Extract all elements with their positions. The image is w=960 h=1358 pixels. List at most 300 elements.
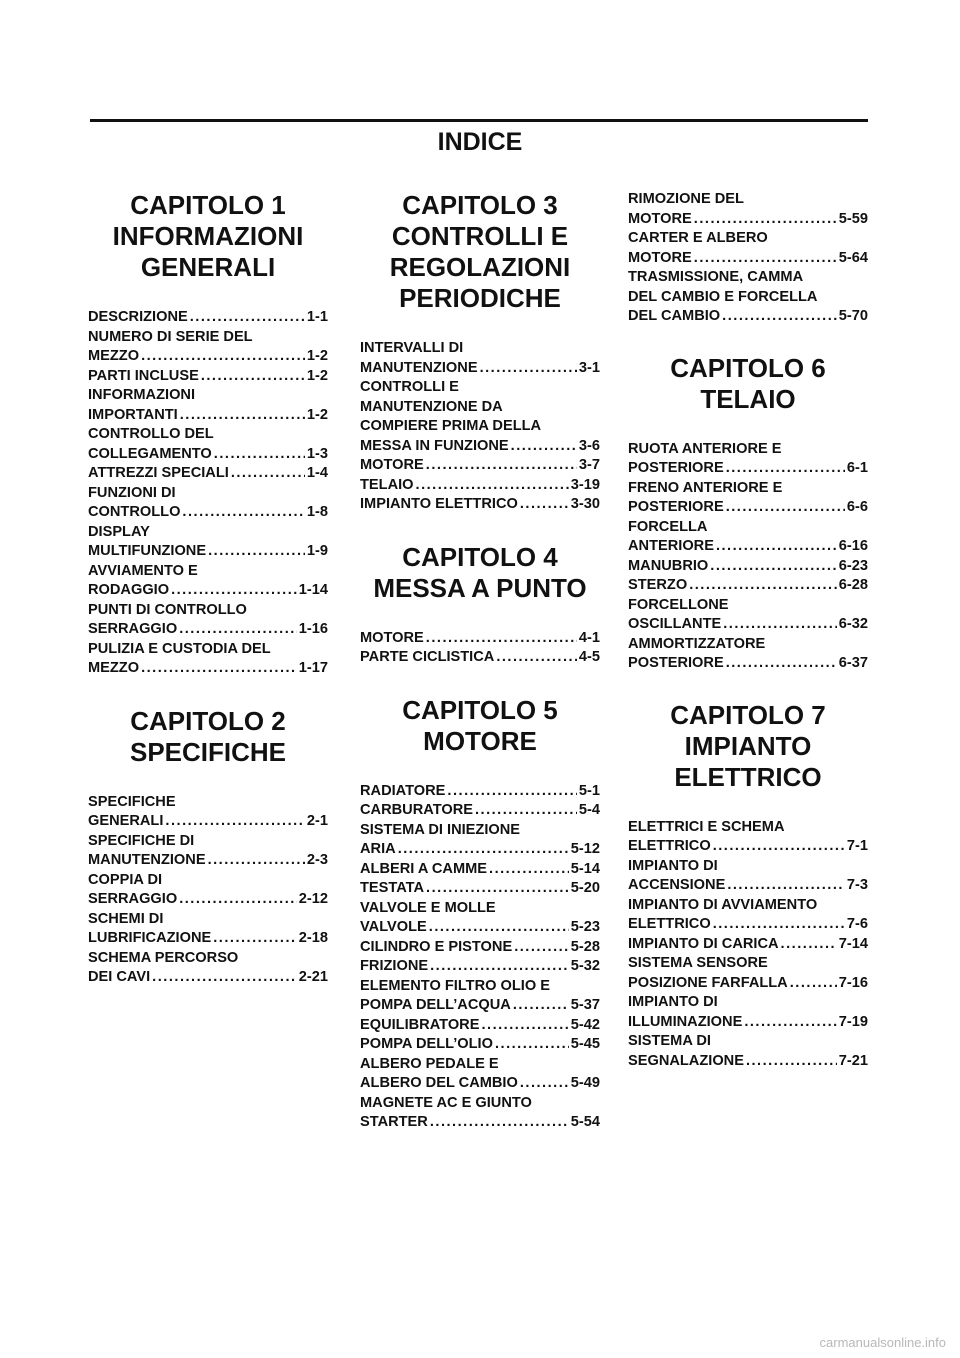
dot-leader [722, 307, 837, 327]
dot-leader [726, 459, 845, 479]
toc-entry-page: 5-12 [570, 841, 600, 857]
dot-leader [141, 659, 297, 679]
toc-entry-leader-line [360, 437, 600, 457]
chapter-heading-line: CAPITOLO 1 [130, 190, 286, 220]
toc-entry-title: ALBERI A CAMME [360, 860, 488, 877]
toc-entry[interactable] [628, 268, 868, 327]
chapter-heading-line: IMPIANTO [684, 730, 812, 761]
dot-leader [480, 359, 577, 379]
toc-entry-title: FRIZIONE [360, 958, 429, 974]
dot-leader [726, 654, 837, 674]
toc-entry-title: ALBERO DEL CAMBIO [360, 1075, 518, 1091]
toc-entry[interactable] [88, 464, 328, 484]
dot-leader [513, 996, 569, 1016]
toc-entry-title: ANTERIORE [628, 538, 714, 554]
toc-entry-title: OSCILLANTE [628, 616, 722, 632]
toc-entry-title: ACCENSIONE [628, 877, 726, 893]
dot-leader [511, 437, 577, 457]
toc-entry-page: 3-1 [578, 359, 600, 376]
toc-entry-line: INTERVALLI DI [360, 340, 464, 356]
toc-entry-page: 5-45 [570, 1036, 600, 1052]
dot-leader [475, 801, 577, 821]
toc-entry-page: 5-28 [570, 938, 600, 955]
toc-entry[interactable] [628, 557, 868, 577]
toc-entry-line: ELEMENTO FILTRO OLIO E [360, 977, 550, 994]
toc-entry[interactable] [360, 782, 600, 802]
toc-entry-leader-line [88, 464, 328, 484]
toc-entry-line: IMPIANTO DI [628, 994, 718, 1010]
dot-leader [689, 576, 837, 596]
toc-entry-line: FRENO ANTERIORE E [628, 479, 783, 496]
toc-entry-line: SCHEMA PERCORSO [88, 949, 239, 966]
toc-entry-page: 5-32 [570, 958, 600, 974]
toc-entry-leader-line [88, 812, 328, 832]
chapter-heading-line: CAPITOLO 6 [670, 352, 826, 383]
toc-entry-title: CONTROLLO [88, 504, 181, 520]
toc-entry-line: SISTEMA DI [628, 1033, 711, 1049]
toc-entry-title: POSTERIORE [628, 655, 724, 671]
dot-leader [723, 615, 837, 635]
toc-entry[interactable] [88, 832, 328, 871]
chapter-heading-line: CAPITOLO 3 [402, 190, 558, 220]
toc-entry[interactable] [360, 456, 600, 476]
toc-entry-title: POSIZIONE FARFALLA [628, 974, 788, 991]
dot-leader [180, 406, 305, 426]
toc-entry[interactable] [88, 367, 328, 387]
page-title: INDICE [437, 128, 523, 156]
toc-entry[interactable] [628, 1032, 868, 1071]
dot-leader [213, 929, 297, 949]
toc-entry-title: SEGNALAZIONE [628, 1052, 744, 1069]
dot-leader [429, 918, 569, 938]
toc-entry-line: CONTROLLI E [360, 379, 459, 395]
toc-entry-line: TRASMISSIONE, CAMMA [628, 269, 804, 285]
toc-entry-leader-line [88, 406, 328, 426]
toc-entry-title: DESCRIZIONE [88, 309, 188, 325]
toc-entry-title: MOTORE [360, 457, 424, 473]
toc-entry[interactable] [360, 476, 600, 496]
toc-entry[interactable] [360, 821, 600, 860]
toc-entry-leader-line [360, 918, 600, 938]
chapter-heading [360, 695, 600, 757]
toc-entry-line: MAGNETE AC E GIUNTO [360, 1094, 532, 1111]
toc-entry-line: INFORMAZIONI [88, 387, 196, 403]
dot-leader [716, 537, 837, 557]
toc-entry-line: FORCELLONE [628, 596, 729, 613]
toc-entry[interactable] [360, 1035, 600, 1055]
toc-entry[interactable] [360, 629, 600, 649]
toc-entry-leader-line [360, 860, 600, 880]
dot-leader [208, 542, 305, 562]
toc-entry-leader-line [88, 445, 328, 465]
toc-entry-leader-line [628, 915, 868, 935]
toc-entry-title: TELAIO [360, 476, 414, 493]
toc-entry-title: MULTIFUNZIONE [88, 543, 207, 559]
toc-entry-line: PUNTI DI CONTROLLO [88, 601, 247, 618]
toc-entry-page: 1-16 [298, 621, 328, 637]
dot-leader [447, 782, 577, 802]
dot-leader [481, 1016, 568, 1036]
toc-entry-page: 5-4 [578, 802, 600, 818]
chapter-heading-line: CAPITOLO 2 [130, 705, 286, 736]
chapter-heading [628, 700, 868, 793]
toc-entry-title: MEZZO [88, 348, 140, 364]
toc-entry-line: MANUTENZIONE DA [360, 398, 503, 415]
toc-entry-title: GENERALI [88, 813, 164, 829]
toc-entry-page: 5-54 [570, 1114, 600, 1130]
toc-entry[interactable] [88, 871, 328, 910]
toc-entry[interactable] [360, 378, 600, 456]
dot-leader [746, 1052, 837, 1072]
dot-leader [430, 957, 569, 977]
toc-entry-title: SERRAGGIO [88, 891, 178, 907]
toc-entry[interactable] [88, 386, 328, 425]
toc-entry[interactable] [628, 190, 868, 229]
toc-entry-page: 6-16 [838, 538, 868, 554]
dot-leader [214, 445, 305, 465]
toc-entry-page: 3-6 [578, 437, 600, 454]
toc-entry-title: ATTREZZI SPECIALI [88, 465, 229, 481]
dot-leader [190, 308, 305, 328]
toc-entry[interactable] [360, 801, 600, 821]
toc-entry[interactable] [360, 648, 600, 668]
toc-entry-title: IMPORTANTI [88, 406, 178, 423]
dot-leader [208, 851, 305, 871]
toc-entry[interactable] [360, 339, 600, 378]
toc-entry[interactable] [88, 425, 328, 464]
toc-entry-title: RODAGGIO [88, 582, 170, 598]
toc-entry-leader-line [360, 801, 600, 821]
dot-leader [398, 840, 569, 860]
toc-entry-page: 2-12 [298, 891, 328, 907]
toc-entry-leader-line [88, 659, 328, 679]
toc-entry-leader-line [360, 648, 600, 668]
toc-entry-line: SISTEMA DI INIEZIONE [360, 821, 521, 838]
toc-entry-title: TESTATA [360, 880, 425, 896]
toc-entry-title: ARIA [360, 841, 396, 857]
dot-leader [179, 890, 297, 910]
toc-entry-line: CONTROLLO DEL [88, 426, 214, 442]
toc-entry-leader-line [360, 782, 600, 802]
toc-entry[interactable] [628, 896, 868, 935]
dot-leader [201, 367, 305, 387]
toc-entry[interactable] [628, 479, 868, 518]
toc-entry-title: VALVOLE [360, 919, 427, 935]
toc-entry-line: NUMERO DI SERIE DEL [88, 328, 253, 345]
toc-entry-line: ALBERO PEDALE E [360, 1055, 499, 1072]
toc-entry-line: IMPIANTO DI [628, 857, 718, 874]
toc-entry-page: 5-42 [570, 1016, 600, 1033]
toc-entry-page: 1-4 [306, 465, 328, 481]
toc-entry-leader-line [88, 890, 328, 910]
toc-entry[interactable] [628, 518, 868, 557]
toc-entry-line: ELETTRICI E SCHEMA [628, 818, 785, 835]
chapter-heading-line: TELAIO [700, 383, 796, 414]
toc-entry-page: 7-3 [846, 877, 868, 893]
toc-entry-line: RIMOZIONE DEL [628, 191, 744, 207]
toc-entry-leader-line [360, 1035, 600, 1055]
toc-entry[interactable] [360, 860, 600, 880]
chapter-heading-line: CAPITOLO 4 [402, 541, 558, 572]
toc-column-3 [628, 190, 868, 1071]
toc-entry-title: MANUTENZIONE [360, 359, 478, 376]
toc-entry-page: 5-64 [838, 249, 868, 266]
toc-entry[interactable] [628, 229, 868, 268]
toc-entry[interactable] [628, 635, 868, 674]
toc-entry[interactable] [360, 977, 600, 1016]
toc-entry-title: MANUTENZIONE [88, 852, 206, 868]
toc-entry-page: 1-2 [306, 348, 328, 364]
toc-entry-page: 1-9 [306, 543, 328, 559]
toc-entry-page: 7-6 [846, 916, 868, 932]
dot-leader [520, 1074, 569, 1094]
toc-entry[interactable] [88, 484, 328, 523]
toc-entry-line: AVVIAMENTO E [88, 562, 198, 579]
toc-entry-page: 1-14 [298, 582, 328, 598]
toc-entry-leader-line [360, 996, 600, 1016]
toc-entry[interactable] [628, 440, 868, 479]
toc-entry-line: COPPIA DI [88, 871, 163, 888]
toc-entry[interactable] [628, 857, 868, 896]
dot-leader [520, 495, 569, 515]
dot-leader [713, 837, 845, 857]
toc-entry-page: 5-1 [578, 782, 600, 799]
toc-entry[interactable] [360, 495, 600, 515]
toc-entry-page: 7-16 [838, 974, 868, 991]
toc-entry-title: POMPA DELL’ACQUA [360, 997, 511, 1013]
toc-entry[interactable] [628, 954, 868, 993]
dot-leader [426, 629, 577, 649]
toc-entry-line: FORCELLA [628, 518, 708, 535]
toc-entry-page: 7-1 [846, 838, 868, 854]
toc-entry-title: MOTORE [628, 249, 692, 266]
toc-entry-leader-line [628, 307, 868, 327]
toc-entry[interactable] [360, 1094, 600, 1133]
toc-entry-leader-line [628, 974, 868, 994]
toc-entry-page: 7-21 [838, 1052, 868, 1069]
toc-entry-page: 7-14 [838, 935, 868, 952]
toc-entry-page: 4-5 [578, 649, 600, 665]
toc-entry-title: LUBRIFICAZIONE [88, 930, 212, 946]
toc-entry[interactable] [88, 328, 328, 367]
toc-entry-leader-line [628, 1013, 868, 1033]
toc-entry-page: 6-32 [838, 616, 868, 632]
dot-leader [171, 581, 297, 601]
dot-leader [231, 464, 305, 484]
chapter-heading-line: ELETTRICO [674, 761, 822, 792]
toc-entry-line: COMPIERE PRIMA DELLA [360, 418, 542, 434]
toc-entry-page: 1-2 [306, 406, 328, 423]
toc-entry[interactable] [628, 818, 868, 857]
toc-column-2 [360, 190, 600, 1133]
toc-entry-title: MOTORE [360, 629, 424, 646]
toc-entry[interactable] [628, 596, 868, 635]
toc-entry-page: 2-1 [306, 813, 328, 829]
toc-entry-title: MESSA IN FUNZIONE [360, 437, 509, 454]
dot-leader [426, 879, 569, 899]
dot-leader [179, 620, 297, 640]
dot-leader [694, 249, 837, 269]
toc-entry-page: 6-37 [838, 655, 868, 671]
toc-entry-title: DEI CAVI [88, 969, 151, 985]
toc-entry-title: MEZZO [88, 660, 140, 676]
toc-entry-title: POMPA DELL’OLIO [360, 1036, 493, 1052]
toc-entry[interactable] [628, 993, 868, 1032]
toc-entry-title: IMPIANTO ELETTRICO [360, 496, 518, 512]
toc-entry-title: COLLEGAMENTO [88, 445, 212, 462]
dot-leader [694, 210, 837, 230]
toc-entry-leader-line [88, 968, 328, 988]
toc-entry-page: 5-70 [838, 308, 868, 324]
toc-entry[interactable] [88, 523, 328, 562]
toc-entry[interactable] [88, 793, 328, 832]
toc-entry-line: DEL CAMBIO E FORCELLA [628, 288, 818, 305]
toc-entry-leader-line [360, 1074, 600, 1094]
toc-column-1 [88, 190, 328, 988]
dot-leader [790, 974, 837, 994]
toc-entry-leader-line [88, 542, 328, 562]
chapter-heading-line: MOTORE [423, 725, 537, 756]
toc-entry-page: 1-3 [306, 445, 328, 462]
dot-leader [141, 347, 305, 367]
toc-entry[interactable] [88, 308, 328, 328]
toc-entry-leader-line [360, 456, 600, 476]
chapter-heading-line: MESSA A PUNTO [373, 572, 587, 603]
toc-entry-leader-line [628, 210, 868, 230]
toc-entry-page: 2-21 [298, 969, 328, 985]
toc-entry-line: SCHEMI DI [88, 910, 164, 927]
toc-entry-title: POSTERIORE [628, 460, 724, 476]
toc-entry[interactable] [88, 640, 328, 679]
toc-entry-leader-line [628, 557, 868, 577]
toc-entry-line: DISPLAY [88, 523, 150, 540]
toc-entry-leader-line [88, 367, 328, 387]
toc-entry-title: ILLUMINAZIONE [628, 1013, 743, 1030]
toc-entry[interactable] [360, 957, 600, 977]
toc-entry-leader-line [360, 1113, 600, 1133]
toc-entry-line: SISTEMA SENSORE [628, 955, 768, 971]
toc-entry[interactable] [88, 562, 328, 601]
chapter-heading [88, 706, 328, 768]
toc-entry-page: 1-1 [306, 309, 328, 325]
toc-entry-page: 5-37 [570, 997, 600, 1013]
toc-entry[interactable] [628, 576, 868, 596]
toc-entry-leader-line [360, 879, 600, 899]
chapter-heading-line: REGOLAZIONI [389, 252, 571, 282]
toc-entry-leader-line [360, 495, 600, 515]
toc-entry-page: 2-3 [306, 852, 328, 868]
toc-entry-page: 6-28 [838, 577, 868, 593]
toc-entry-page: 6-23 [838, 557, 868, 574]
chapter-heading [88, 190, 328, 283]
dot-leader [781, 935, 837, 955]
chapter-heading-line: CONTROLLI E [391, 221, 569, 251]
toc-entry-line: SPECIFICHE DI [88, 832, 195, 849]
toc-entry-line: CARTER E ALBERO [628, 230, 768, 246]
toc-entry-leader-line [628, 837, 868, 857]
toc-entry[interactable] [360, 1016, 600, 1036]
toc-entry-leader-line [628, 249, 868, 269]
dot-leader [713, 915, 845, 935]
toc-entry[interactable] [360, 879, 600, 899]
toc-entry-page: 1-2 [306, 367, 328, 384]
toc-entry-title: CILINDRO E PISTONE [360, 938, 513, 955]
toc-entry-leader-line [360, 1016, 600, 1036]
toc-entry-leader-line [88, 851, 328, 871]
toc-entry-leader-line [628, 935, 868, 955]
toc-entry-page: 5-59 [838, 210, 868, 227]
toc-entry[interactable] [628, 935, 868, 955]
toc-entry-page: 3-30 [570, 496, 600, 512]
toc-entry[interactable] [360, 899, 600, 938]
toc-entry-page: 5-14 [570, 860, 600, 877]
toc-entry-title: PARTE CICLISTICA [360, 649, 495, 665]
toc-entry-line: FUNZIONI DI [88, 484, 176, 501]
dot-leader [726, 498, 845, 518]
toc-entry-page: 4-1 [578, 629, 600, 646]
toc-entry-title: STERZO [628, 577, 688, 593]
toc-entry-page: 7-19 [838, 1013, 868, 1030]
toc-entry-page: 5-49 [570, 1075, 600, 1091]
toc-entry-leader-line [360, 476, 600, 496]
chapter-heading-line: CAPITOLO 5 [402, 694, 558, 725]
toc-entry-title: IMPIANTO DI CARICA [628, 935, 779, 952]
dot-leader [489, 860, 569, 880]
toc-entry[interactable] [360, 938, 600, 958]
toc-entry-line: AMMORTIZZATORE [628, 635, 766, 652]
toc-entry[interactable] [88, 910, 328, 949]
toc-entry-leader-line [88, 503, 328, 523]
toc-entry-line: IMPIANTO DI AVVIAMENTO [628, 896, 818, 913]
chapter-heading-line: PERIODICHE [399, 283, 561, 313]
toc-entry-leader-line [88, 620, 328, 640]
toc-entry[interactable] [88, 949, 328, 988]
chapter-heading-line: GENERALI [140, 252, 276, 282]
toc-entry[interactable] [88, 601, 328, 640]
dot-leader [182, 503, 304, 523]
dot-leader [744, 1013, 836, 1033]
chapter-heading [360, 542, 600, 604]
dot-leader [152, 968, 297, 988]
watermark: carmanualsonline.info [819, 1335, 946, 1350]
toc-entry-line: SPECIFICHE [88, 793, 176, 810]
toc-entry-title: MOTORE [628, 210, 692, 227]
dot-leader [416, 476, 569, 496]
header-rule [90, 119, 868, 122]
toc-entry-line: VALVOLE E MOLLE [360, 899, 496, 916]
chapter-heading-line: SPECIFICHE [129, 736, 287, 767]
chapter-heading [628, 353, 868, 415]
toc-entry-page: 5-20 [570, 880, 600, 896]
toc-entry-leader-line [360, 938, 600, 958]
toc-entry-title: EQUILIBRATORE [360, 1016, 480, 1033]
chapter-heading-line: CAPITOLO 7 [670, 699, 826, 730]
dot-leader [710, 557, 837, 577]
toc-entry[interactable] [360, 1055, 600, 1094]
toc-entry-leader-line [88, 929, 328, 949]
toc-entry-leader-line [628, 537, 868, 557]
toc-entry-leader-line [628, 576, 868, 596]
toc-entry-leader-line [628, 498, 868, 518]
toc-entry-leader-line [88, 347, 328, 367]
toc-entry-page: 6-6 [846, 499, 868, 515]
dot-leader [495, 1035, 569, 1055]
toc-entry-page: 5-23 [570, 919, 600, 935]
dot-leader [430, 1113, 569, 1133]
toc-entry-leader-line [628, 654, 868, 674]
toc-entry-title: ELETTRICO [628, 916, 711, 932]
toc-entry-line: RUOTA ANTERIORE E [628, 440, 782, 457]
